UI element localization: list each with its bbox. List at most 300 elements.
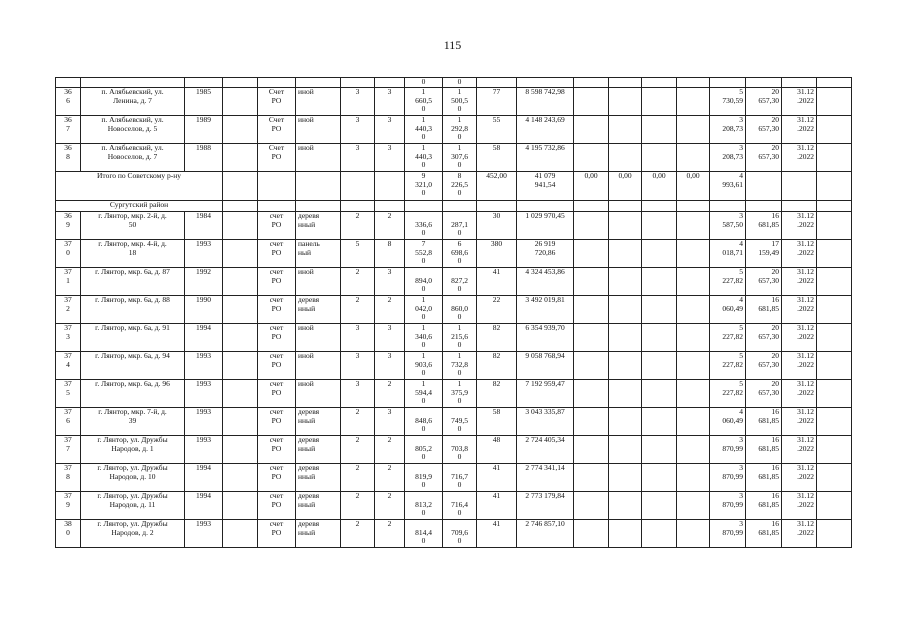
material-cell: иной bbox=[296, 268, 341, 296]
floors-cell: 2 bbox=[341, 408, 375, 436]
material-cell: деревя нный bbox=[296, 492, 341, 520]
area-total-cell: 1 440,3 0 bbox=[405, 144, 443, 172]
fund-cell: счет РО bbox=[258, 436, 296, 464]
empty-cell bbox=[746, 201, 782, 212]
table-row bbox=[56, 268, 852, 296]
date-cell: 31.12 .2022 bbox=[782, 116, 817, 144]
entrances-cell: 2 bbox=[375, 380, 405, 408]
entrances-cell: 2 bbox=[375, 436, 405, 464]
total-s1: 0,00 bbox=[574, 172, 609, 201]
area-total-cell: 7 552,8 0 bbox=[405, 240, 443, 268]
rate-cell: 5 227,82 bbox=[710, 324, 746, 352]
table-row bbox=[56, 352, 852, 380]
year-cell: 1993 bbox=[185, 380, 223, 408]
fund-cell: Счет РО bbox=[258, 116, 296, 144]
cost-total-cell: 2 746 857,10 bbox=[517, 520, 574, 548]
date-cell: 31.12 .2022 bbox=[782, 144, 817, 172]
cost-total-cell: 4 148 243,69 bbox=[517, 116, 574, 144]
area-living-cell: 749,5 0 bbox=[443, 408, 477, 436]
fund-cell: счет РО bbox=[258, 324, 296, 352]
area-total-cell: 1 903,6 0 bbox=[405, 352, 443, 380]
empty-cell bbox=[574, 380, 609, 408]
empty-cell bbox=[223, 352, 258, 380]
entrances-cell: 8 bbox=[375, 240, 405, 268]
rate-cell: 4 018,71 bbox=[710, 240, 746, 268]
year-cell: 1989 bbox=[185, 116, 223, 144]
max-cost-cell: 16 681,85 bbox=[746, 408, 782, 436]
area-living-cell: 1 732,8 0 bbox=[443, 352, 477, 380]
area-total-cell: 0 bbox=[405, 78, 443, 88]
date-cell: 31.12 .2022 bbox=[782, 240, 817, 268]
fund-cell: счет РО bbox=[258, 492, 296, 520]
material-cell: иной bbox=[296, 88, 341, 116]
address-cell: г. Лянтор, мкр. 6а, д. 88 bbox=[81, 296, 185, 324]
cost-total-cell: 3 043 335,87 bbox=[517, 408, 574, 436]
empty-cell bbox=[574, 240, 609, 268]
empty-cell bbox=[642, 520, 677, 548]
fund-cell: счет РО bbox=[258, 464, 296, 492]
empty-cell bbox=[223, 172, 258, 201]
empty-cell bbox=[609, 144, 642, 172]
area-living-cell: 287,1 0 bbox=[443, 212, 477, 240]
max-cost-cell: 16 681,85 bbox=[746, 436, 782, 464]
date-cell: 31.12 .2022 bbox=[782, 492, 817, 520]
empty-cell bbox=[609, 268, 642, 296]
rate-cell: 3 208,73 bbox=[710, 144, 746, 172]
empty-cell bbox=[609, 240, 642, 268]
cost-total-cell: 9 058 768,94 bbox=[517, 352, 574, 380]
section-row bbox=[56, 201, 852, 212]
area-total-cell: 336,6 0 bbox=[405, 212, 443, 240]
empty-cell bbox=[341, 201, 375, 212]
empty-cell bbox=[817, 464, 852, 492]
max-cost-cell: 20 657,30 bbox=[746, 116, 782, 144]
material-cell: иной bbox=[296, 352, 341, 380]
residents-cell: 41 bbox=[477, 492, 517, 520]
row-number: 37 2 bbox=[56, 296, 81, 324]
empty-cell bbox=[817, 172, 852, 201]
entrances-cell: 3 bbox=[375, 268, 405, 296]
empty-cell bbox=[223, 380, 258, 408]
material-cell: деревя нный bbox=[296, 520, 341, 548]
address-cell: г. Лянтор, ул. Дружбы Народов, д. 1 bbox=[81, 436, 185, 464]
empty-cell bbox=[574, 520, 609, 548]
empty-cell bbox=[677, 296, 710, 324]
empty-cell bbox=[642, 324, 677, 352]
area-living-cell: 716,4 0 bbox=[443, 492, 477, 520]
table-row bbox=[56, 88, 852, 116]
date-cell: 31.12 .2022 bbox=[782, 324, 817, 352]
row-number: 37 5 bbox=[56, 380, 81, 408]
max-cost-cell: 20 657,30 bbox=[746, 268, 782, 296]
material-cell: деревя нный bbox=[296, 296, 341, 324]
fund-cell: счет РО bbox=[258, 240, 296, 268]
empty-cell bbox=[223, 296, 258, 324]
area-living-cell: 1 375,9 0 bbox=[443, 380, 477, 408]
entrances-cell: 2 bbox=[375, 212, 405, 240]
empty-cell bbox=[710, 201, 746, 212]
row-number: 37 8 bbox=[56, 464, 81, 492]
row-number: 37 3 bbox=[56, 324, 81, 352]
area-total-cell: 894,0 0 bbox=[405, 268, 443, 296]
empty-cell bbox=[574, 144, 609, 172]
row-number: 37 6 bbox=[56, 408, 81, 436]
empty-cell bbox=[817, 352, 852, 380]
area-total-cell: 1 340,6 0 bbox=[405, 324, 443, 352]
total-residents: 452,00 bbox=[477, 172, 517, 201]
table-row bbox=[56, 144, 852, 172]
row-number: 36 8 bbox=[56, 144, 81, 172]
empty-cell bbox=[223, 464, 258, 492]
empty-cell bbox=[223, 212, 258, 240]
max-cost-cell: 16 681,85 bbox=[746, 212, 782, 240]
area-living-cell: 709,6 0 bbox=[443, 520, 477, 548]
area-living-cell: 1 292,8 0 bbox=[443, 116, 477, 144]
cost-total-cell: 4 324 453,86 bbox=[517, 268, 574, 296]
rate-cell: 3 870,99 bbox=[710, 520, 746, 548]
empty-cell bbox=[677, 408, 710, 436]
floors-cell: 3 bbox=[341, 144, 375, 172]
empty-cell bbox=[642, 464, 677, 492]
empty-cell bbox=[677, 88, 710, 116]
cost-total-cell: 2 773 179,84 bbox=[517, 492, 574, 520]
empty-cell bbox=[642, 436, 677, 464]
table-row bbox=[56, 380, 852, 408]
empty-cell bbox=[609, 352, 642, 380]
area-living-cell: 827,2 0 bbox=[443, 268, 477, 296]
residents-cell: 82 bbox=[477, 352, 517, 380]
empty-cell bbox=[609, 492, 642, 520]
empty-cell bbox=[223, 324, 258, 352]
empty-cell bbox=[642, 268, 677, 296]
max-cost-cell: 17 159,49 bbox=[746, 240, 782, 268]
floors-cell: 3 bbox=[341, 88, 375, 116]
empty-cell bbox=[609, 436, 642, 464]
row-number: 37 9 bbox=[56, 492, 81, 520]
floors-cell: 2 bbox=[341, 212, 375, 240]
material-cell: иной bbox=[296, 144, 341, 172]
floors-cell: 5 bbox=[341, 240, 375, 268]
material-cell: иной bbox=[296, 116, 341, 144]
empty-cell bbox=[817, 88, 852, 116]
address-cell: г. Лянтор, мкр. 2-й, д. 50 bbox=[81, 212, 185, 240]
empty-cell bbox=[223, 201, 258, 212]
date-cell: 31.12 .2022 bbox=[782, 408, 817, 436]
empty-cell bbox=[258, 201, 296, 212]
area-total-cell: 1 660,5 0 bbox=[405, 88, 443, 116]
empty-cell bbox=[574, 464, 609, 492]
address-cell: г. Лянтор, мкр. 6а, д. 91 bbox=[81, 324, 185, 352]
date-cell: 31.12 .2022 bbox=[782, 436, 817, 464]
row-number: 37 1 bbox=[56, 268, 81, 296]
address-cell: г. Лянтор, мкр. 7-й, д. 39 bbox=[81, 408, 185, 436]
area-total-cell: 814,4 0 bbox=[405, 520, 443, 548]
row-number: 38 0 bbox=[56, 520, 81, 548]
empty-cell bbox=[517, 201, 574, 212]
rate-cell: 5 227,82 bbox=[710, 352, 746, 380]
rate-cell: 5 227,82 bbox=[710, 268, 746, 296]
empty-cell bbox=[609, 116, 642, 144]
empty-cell bbox=[817, 116, 852, 144]
cost-total-cell: 6 354 939,70 bbox=[517, 324, 574, 352]
material-cell: иной bbox=[296, 380, 341, 408]
register-table bbox=[55, 77, 852, 548]
entrances-cell: 2 bbox=[375, 492, 405, 520]
cost-total-cell: 2 724 405,34 bbox=[517, 436, 574, 464]
empty-cell bbox=[574, 492, 609, 520]
empty-cell bbox=[782, 201, 817, 212]
empty-cell bbox=[574, 408, 609, 436]
date-cell: 31.12 .2022 bbox=[782, 268, 817, 296]
empty-cell bbox=[223, 408, 258, 436]
page-number: 115 bbox=[443, 38, 462, 52]
floors-cell: 3 bbox=[341, 116, 375, 144]
residents-cell: 48 bbox=[477, 436, 517, 464]
total-area-total: 9 321,0 0 bbox=[405, 172, 443, 201]
max-cost-cell: 20 657,30 bbox=[746, 144, 782, 172]
material-cell: деревя нный bbox=[296, 436, 341, 464]
table-row bbox=[56, 492, 852, 520]
row-number: 37 4 bbox=[56, 352, 81, 380]
year-cell: 1985 bbox=[185, 88, 223, 116]
empty-cell bbox=[223, 116, 258, 144]
rate-cell: 3 870,99 bbox=[710, 492, 746, 520]
empty-cell bbox=[677, 352, 710, 380]
empty-cell bbox=[677, 201, 710, 212]
empty-cell bbox=[609, 88, 642, 116]
year-cell: 1993 bbox=[185, 436, 223, 464]
floors-cell: 2 bbox=[341, 520, 375, 548]
address-cell: г. Лянтор, ул. Дружбы Народов, д. 10 bbox=[81, 464, 185, 492]
area-living-cell: 1 307,6 0 bbox=[443, 144, 477, 172]
total-cost: 41 079 941,54 bbox=[517, 172, 574, 201]
residents-cell: 30 bbox=[477, 212, 517, 240]
table-row bbox=[56, 296, 852, 324]
empty-cell bbox=[817, 296, 852, 324]
entrances-cell: 2 bbox=[375, 464, 405, 492]
cost-total-cell: 3 492 019,81 bbox=[517, 296, 574, 324]
entrances-cell: 2 bbox=[375, 520, 405, 548]
date-cell: 31.12 .2022 bbox=[782, 520, 817, 548]
total-label: Итого по Советскому р-ну bbox=[56, 172, 223, 201]
address-cell: г. Лянтор, ул. Дружбы Народов, д. 2 bbox=[81, 520, 185, 548]
empty-cell bbox=[677, 324, 710, 352]
fund-cell: счет РО bbox=[258, 268, 296, 296]
area-living-cell: 1 500,5 0 bbox=[443, 88, 477, 116]
rate-cell: 3 870,99 bbox=[710, 436, 746, 464]
floors-cell: 2 bbox=[341, 268, 375, 296]
residents-cell: 22 bbox=[477, 296, 517, 324]
date-cell: 31.12 .2022 bbox=[782, 352, 817, 380]
empty-cell bbox=[677, 116, 710, 144]
empty-cell bbox=[642, 408, 677, 436]
table-row bbox=[56, 324, 852, 352]
row-number: 36 7 bbox=[56, 116, 81, 144]
empty-cell bbox=[405, 201, 443, 212]
cost-total-cell: 1 029 970,45 bbox=[517, 212, 574, 240]
area-total-cell: 1 594,4 0 bbox=[405, 380, 443, 408]
empty-cell bbox=[574, 201, 609, 212]
cost-total-cell: 7 192 959,47 bbox=[517, 380, 574, 408]
empty-cell bbox=[677, 144, 710, 172]
rate-cell: 4 060,49 bbox=[710, 296, 746, 324]
floors-cell: 3 bbox=[341, 380, 375, 408]
residents-cell: 41 bbox=[477, 520, 517, 548]
empty-cell bbox=[642, 352, 677, 380]
cost-total-cell: 26 919 720,86 bbox=[517, 240, 574, 268]
empty-cell bbox=[223, 520, 258, 548]
empty-cell bbox=[817, 436, 852, 464]
empty-cell bbox=[817, 324, 852, 352]
empty-cell bbox=[609, 212, 642, 240]
floors-cell: 2 bbox=[341, 464, 375, 492]
entrances-cell: 3 bbox=[375, 324, 405, 352]
rate-cell: 3 870,99 bbox=[710, 464, 746, 492]
entrances-cell: 3 bbox=[375, 352, 405, 380]
cost-total-cell: 2 774 341,14 bbox=[517, 464, 574, 492]
empty-cell bbox=[443, 201, 477, 212]
row-number: 36 6 bbox=[56, 88, 81, 116]
empty-cell bbox=[817, 268, 852, 296]
empty-cell bbox=[677, 520, 710, 548]
material-cell: деревя нный bbox=[296, 408, 341, 436]
empty-cell bbox=[817, 212, 852, 240]
empty-cell bbox=[817, 144, 852, 172]
year-cell: 1988 bbox=[185, 144, 223, 172]
fund-cell: счет РО bbox=[258, 520, 296, 548]
area-living-cell: 716,7 0 bbox=[443, 464, 477, 492]
empty-cell bbox=[642, 201, 677, 212]
entrances-cell: 3 bbox=[375, 408, 405, 436]
entrances-cell: 3 bbox=[375, 88, 405, 116]
address-cell: п. Алябьевский, ул. Новоселов, д. 7 bbox=[81, 144, 185, 172]
empty-cell bbox=[609, 296, 642, 324]
residents-cell: 380 bbox=[477, 240, 517, 268]
empty-cell bbox=[677, 240, 710, 268]
rate-cell: 5 227,82 bbox=[710, 380, 746, 408]
empty-cell bbox=[642, 380, 677, 408]
year-cell: 1994 bbox=[185, 464, 223, 492]
year-cell: 1994 bbox=[185, 492, 223, 520]
empty-cell bbox=[223, 88, 258, 116]
area-total-cell: 813,2 0 bbox=[405, 492, 443, 520]
table-row bbox=[56, 436, 852, 464]
area-total-cell: 848,6 0 bbox=[405, 408, 443, 436]
year-cell: 1993 bbox=[185, 240, 223, 268]
residents-cell: 82 bbox=[477, 324, 517, 352]
row-number: 37 7 bbox=[56, 436, 81, 464]
empty-cell bbox=[677, 380, 710, 408]
empty-cell bbox=[609, 464, 642, 492]
entrances-cell: 3 bbox=[375, 144, 405, 172]
residents-cell: 41 bbox=[477, 268, 517, 296]
area-total-cell: 819,9 0 bbox=[405, 464, 443, 492]
year-cell: 1993 bbox=[185, 352, 223, 380]
max-cost-cell: 20 657,30 bbox=[746, 380, 782, 408]
year-cell: 1993 bbox=[185, 408, 223, 436]
fund-cell: счет РО bbox=[258, 212, 296, 240]
residents-cell: 77 bbox=[477, 88, 517, 116]
address-cell: п. Алябьевский, ул. Ленина, д. 7 bbox=[81, 88, 185, 116]
rate-cell: 3 208,73 bbox=[710, 116, 746, 144]
address-cell: г. Лянтор, мкр. 6а, д. 87 bbox=[81, 268, 185, 296]
max-cost-cell: 16 681,85 bbox=[746, 464, 782, 492]
fund-cell: Счет РО bbox=[258, 88, 296, 116]
year-cell: 1984 bbox=[185, 212, 223, 240]
section-title: Сургутский район bbox=[56, 201, 223, 212]
table-row bbox=[56, 464, 852, 492]
residents-cell: 55 bbox=[477, 116, 517, 144]
empty-cell bbox=[817, 201, 852, 212]
total-rate: 4 993,61 bbox=[710, 172, 746, 201]
empty-cell bbox=[817, 240, 852, 268]
date-cell: 31.12 .2022 bbox=[782, 464, 817, 492]
cost-total-cell: 4 195 732,86 bbox=[517, 144, 574, 172]
fund-cell: счет РО bbox=[258, 352, 296, 380]
empty-cell bbox=[296, 201, 341, 212]
material-cell: деревя нный bbox=[296, 212, 341, 240]
max-cost-cell: 16 681,85 bbox=[746, 492, 782, 520]
empty-cell bbox=[477, 201, 517, 212]
empty-cell bbox=[817, 492, 852, 520]
address-cell: г. Лянтор, ул. Дружбы Народов, д. 11 bbox=[81, 492, 185, 520]
row-number: 36 9 bbox=[56, 212, 81, 240]
empty-cell bbox=[642, 296, 677, 324]
empty-cell bbox=[223, 436, 258, 464]
date-cell: 31.12 .2022 bbox=[782, 296, 817, 324]
area-total-cell: 1 042,0 0 bbox=[405, 296, 443, 324]
empty-cell bbox=[609, 324, 642, 352]
table-row bbox=[56, 212, 852, 240]
entrances-cell: 3 bbox=[375, 116, 405, 144]
area-living-cell: 0 bbox=[443, 78, 477, 88]
max-cost-cell: 20 657,30 bbox=[746, 88, 782, 116]
entrances-cell: 2 bbox=[375, 296, 405, 324]
empty-cell bbox=[642, 212, 677, 240]
empty-cell bbox=[609, 408, 642, 436]
residents-cell: 82 bbox=[477, 380, 517, 408]
year-cell: 1994 bbox=[185, 324, 223, 352]
area-total-cell: 805,2 0 bbox=[405, 436, 443, 464]
empty-cell bbox=[574, 212, 609, 240]
fund-cell: счет РО bbox=[258, 408, 296, 436]
empty-cell bbox=[642, 492, 677, 520]
fund-cell: счет РО bbox=[258, 380, 296, 408]
empty-cell bbox=[574, 116, 609, 144]
max-cost-cell: 20 657,30 bbox=[746, 352, 782, 380]
table-row bbox=[56, 240, 852, 268]
empty-cell bbox=[609, 201, 642, 212]
empty-cell bbox=[223, 240, 258, 268]
area-living-cell: 860,0 0 bbox=[443, 296, 477, 324]
empty-cell bbox=[574, 352, 609, 380]
year-cell: 1990 bbox=[185, 296, 223, 324]
empty-cell bbox=[574, 88, 609, 116]
max-cost-cell: 16 681,85 bbox=[746, 296, 782, 324]
empty-cell bbox=[677, 212, 710, 240]
empty-cell bbox=[223, 268, 258, 296]
empty-cell bbox=[782, 172, 817, 201]
empty-cell bbox=[817, 380, 852, 408]
total-row bbox=[56, 172, 852, 201]
floors-cell: 3 bbox=[341, 352, 375, 380]
empty-cell bbox=[677, 492, 710, 520]
address-cell: г. Лянтор, мкр. 4-й, д. 18 bbox=[81, 240, 185, 268]
empty-cell bbox=[258, 172, 296, 201]
material-cell: деревя нный bbox=[296, 464, 341, 492]
empty-cell bbox=[574, 268, 609, 296]
area-living-cell: 6 698,6 0 bbox=[443, 240, 477, 268]
